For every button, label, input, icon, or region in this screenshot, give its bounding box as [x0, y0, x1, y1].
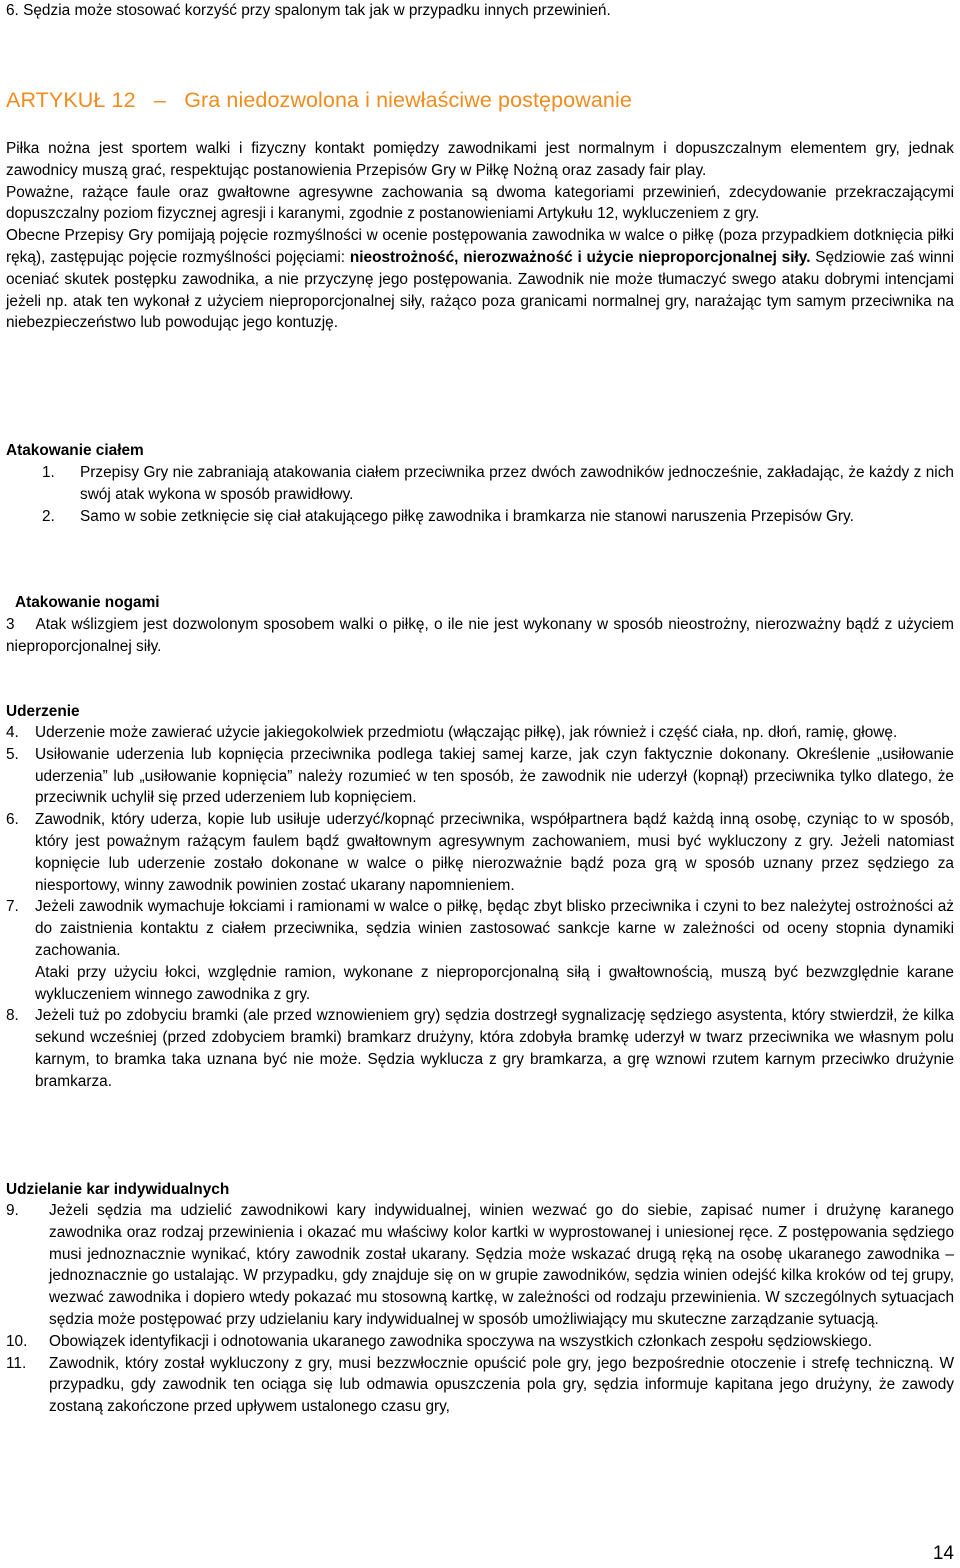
item-text: Atak wślizgiem jest dozwolonym sposobem walki o piłkę, o ile nie jest wykonany w sposób nieostrożny, nierozważny bądź z użyciem nieproporcjonalnej siły.: [6, 616, 954, 655]
item-number: 1.: [42, 464, 55, 481]
list-item: [6, 614, 954, 658]
intro-paragraph-3-start: Obecne Przepisy Gry pomijają pojęcie rozmyślności w ocenie postępowania zawodnika w walce o piłkę (poza przypadkiem dotknięcia piłki ręką), zastępując pojęcie rozmyślności pojęciami:: [6, 227, 954, 266]
item-text: Samo w sobie zetknięcie się ciał atakującego piłkę zawodnika i bramkarza nie stanowi naruszenia Przepisów Gry.: [80, 507, 854, 525]
cialem-list: [6, 462, 954, 527]
intro-paragraph-3: [6, 225, 954, 334]
page-number: 14: [932, 1543, 954, 1564]
intro-paragraph-2: Poważne, rażące faule oraz gwałtowne agresywne zachowania są dwoma kategoriami przewinień, zdecydowanie przekraczającymi dopuszczalny poziom fizycznej agresji i karanymi, zgodnie z postanowieniami Artykułu 12, wykluczeniem z gry.: [6, 183, 954, 223]
list-item: [6, 1331, 954, 1353]
item-text: Jeżeli zawodnik wymachuje łokciami i ramionami w walce o piłkę, będąc zbyt blisko przeciwnika i czyni to bez należytej ostrożności aż do zaistnienia kontaktu z ciałem przeciwnika, sędzia winien zastosować sankcje karne w zależności od oceny stopnia dynamiki zachowania.: [35, 898, 954, 959]
list-item: [6, 462, 954, 506]
item-number: 11.: [6, 1354, 27, 1372]
item-text: Przepisy Gry nie zabraniają atakowania ciałem przeciwnika przez dwóch zawodników jednocześnie, zakładając, że każdy z nich swój atak wykona w sposób prawidłowy.: [80, 464, 954, 503]
item-text: Jeżeli sędzia ma udzielić zawodnikowi kary indywidualnej, winien wezwać go do siebie, zapisać numer i drużynę karanego zawodnika oraz rodzaj przewinienia i okazać mu właściwy kolor kartki w wyprostowanej i uniesionej ręce. Z postępowania sędziego musi jednoznacznie wynikać, który zawodnik został ukarany. Sędzia może wskazać drugą ręką na osobę ukaranego zawodnika – jednoznacznie go ustalając. W przypadku, gdy znajduje się on w grupie zawodników, sędzia winien odejść kilka kroków od tej grupy, wezwać zawodnika i dopiero wtedy pokazać mu stosowną kartkę, w zależności od rodzaju przewinienia. W szczególnych sytuacjach sędzia może postępować przy udzielaniu kary indywidualnej w sposób umożliwiający mu skuteczne zarządzanie sytuacją.: [49, 1202, 954, 1328]
item-text: Obowiązek identyfikacji i odnotowania ukaranego zawodnika spoczywa na wszystkich członkach zespołu sędziowskiego.: [49, 1332, 872, 1350]
item-number: 4.: [6, 724, 19, 741]
article-number: ARTYKUŁ 12: [6, 88, 136, 112]
rule-6-sentence: 6. Sędzia może stosować korzyść przy spalonym tak jak w przypadku innych przewinień.: [6, 2, 611, 19]
list-item: [6, 506, 954, 528]
nogami-block: [6, 614, 954, 658]
kary-list: [6, 1200, 954, 1418]
intro-section: [6, 138, 954, 334]
list-item: [6, 744, 954, 809]
item-number: 2.: [42, 507, 55, 525]
item-number: 7.: [6, 898, 19, 916]
list-item: [6, 1200, 954, 1331]
list-item: [6, 1353, 954, 1418]
item-text: Jeżeli tuż po zdobyciu bramki (ale przed wznowieniem gry) sędzia dostrzegł sygnalizację sędziego asystenta, który stwierdził, że kilka sekund wcześniej (przed zdobyciem bramki) bramkarz drużyny, która zdobyła bramkę uderzył w twarz przeciwnika we własnym polu karnym, to bramka taka uznana być nie może. Sędzia wyklucza z gry bramkarza, a grę wznowi rzutem karnym przeciwko drużynie bramkarza.: [35, 1007, 954, 1090]
list-item: [6, 896, 954, 1005]
item-number: 3: [6, 616, 15, 633]
list-item: [6, 1005, 954, 1092]
item-number: 8.: [6, 1007, 19, 1025]
item-text: Zawodnik, który został wykluczony z gry, musi bezzwłocznie opuścić pole gry, jego bezpośrednie otoczenie i strefę techniczną. W przypadku, gdy zawodnik ten ociąga się lub odmawia opuszczenia pola gry, sędzia informuje kapitana jego drużyny, że zawody zostaną zakończone przed upływem ustalonego czasu gry,: [49, 1354, 954, 1416]
item-number: 9.: [6, 1202, 19, 1219]
uderzenie-list: [6, 722, 954, 1093]
item-text: Zawodnik, który uderza, kopie lub usiłuje uderzyć/kopnąć przeciwnika, współpartnera bądź każdą inną osobę, czyniąc to w sposób, który jest poważnym rażącym faulem bądź gwałtownym agresywnym zachowaniem, musi być wykluczony z gry. Jeżeli natomiast kopnięcie lub uderzenie zostało dokonane w walce o piłkę nierozważnie bądź poza grą w sposób uznany przez sędziego za niesportowy, winny zawodnik powinien zostać ukarany napomnieniem.: [35, 811, 954, 894]
list-item: [6, 809, 954, 896]
section-title-atakowanie-nogami: Atakowanie nogami: [15, 594, 160, 611]
article-title: Gra niedozwolona i niewłaściwe postępowanie: [184, 88, 632, 112]
item-number: 6.: [6, 811, 19, 829]
article-dash: –: [153, 88, 166, 112]
section-title-uderzenie: Uderzenie: [6, 703, 80, 720]
item-number: 5.: [6, 745, 19, 763]
intro-paragraph-3-end: Sędziowie zaś winni oceniać skutek postępku zawodnika, a nie przyczynę jego postępowania. Zawodnik nie może tłumaczyć swego ataku dobrymi intencjami jeżeli np. atak ten wykonał z użyciem nieproporcjonalnej siły, rażąco poza granicami normalnej gry, narażając tym samym przeciwnika na niebezpieczeństwo lub powodując jego kontuzję.: [6, 248, 954, 332]
item-text: Uderzenie może zawierać użycie jakiegokolwiek przedmiotu (włączając piłkę), jak również i część ciała, np. dłoń, ramię, głowę.: [35, 724, 898, 741]
item-number: 10.: [6, 1332, 28, 1350]
list-item: [6, 722, 954, 744]
item-text: Usiłowanie uderzenia lub kopnięcia przeciwnika podlega takiej samej karze, jak czyn faktycznie dokonany. Określenie „usiłowanie uderzenia” lub „usiłowanie kopnięcia” należy rozumieć w ten sposób, że zawodnik nie uderzył (kopnął) przeciwnika tylko dlatego, że przeciwnik uchylił się przed uderzeniem lub kopnięciem.: [35, 745, 954, 807]
article-heading: [6, 86, 954, 114]
section-title-atakowanie-cialem: Atakowanie ciałem: [6, 442, 144, 459]
item-text-continued: Ataki przy użyciu łokci, względnie ramion, wykonane z nieproporcjonalną siłą i gwałtownością, muszą być bezwzględnie karane wykluczeniem winnego zawodnika z gry.: [35, 963, 954, 1003]
section-title-udzielanie-kar: Udzielanie kar indywidualnych: [6, 1181, 230, 1198]
intro-paragraph-1: Piłka nożna jest sportem walki i fizyczny kontakt pomiędzy zawodnikami jest normalnym i dopuszczalnym elementem gry, jednak zawodnicy muszą grać, respektując postanowienia Przepisów Gry w Piłkę Nożną oraz zasady fair play.: [6, 140, 954, 179]
intro-paragraph-3-bold: nieostrożność, nierozważność i użycie nieproporcjonalnej siły.: [349, 248, 811, 266]
